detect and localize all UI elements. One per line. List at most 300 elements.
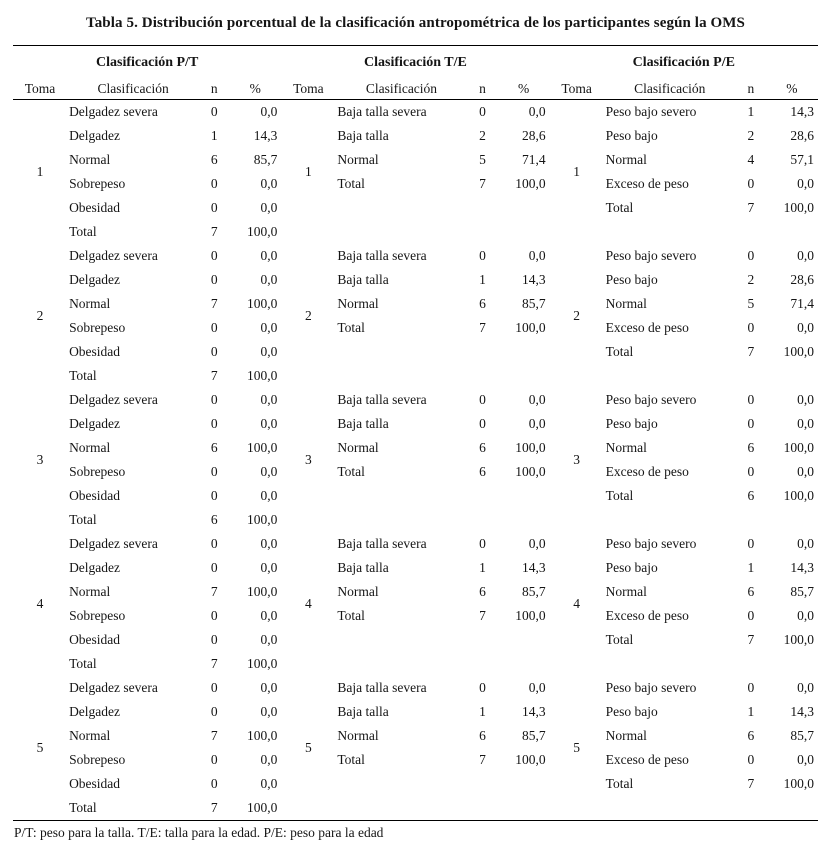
pt-n-cell: 7 (210, 368, 218, 383)
te-n-cell: 5 (479, 152, 486, 167)
pe-pct-cell: 100,0 (783, 440, 814, 455)
empty-cell (498, 364, 550, 388)
pe-label-cell: Normal (605, 584, 647, 599)
pe-label-cell: Exceso de peso (605, 464, 689, 479)
pe-label-cell: Peso bajo severo (605, 680, 697, 695)
table-row (13, 364, 818, 388)
empty-cell (736, 652, 766, 676)
empty-cell (468, 652, 498, 676)
te-n-cell: 0 (479, 248, 486, 263)
table-row (13, 532, 818, 556)
pt-label-cell: Delgadez severa (69, 248, 158, 263)
empty-cell (468, 508, 498, 532)
pe-pct-cell: 28,6 (790, 272, 814, 287)
pt-n-cell: 0 (210, 320, 218, 335)
pe-pct-cell: 100,0 (783, 632, 814, 647)
toma-number-te: 1 (304, 164, 312, 179)
te-n-cell: 0 (479, 680, 486, 695)
te-n-cell: 1 (479, 704, 486, 719)
table-row (13, 244, 818, 268)
te-label-cell: Total (337, 464, 365, 479)
pt-label-cell: Obesidad (69, 632, 121, 647)
te-pct-cell: 100,0 (515, 752, 546, 767)
pt-n-cell: 0 (210, 704, 218, 719)
table-row (13, 580, 818, 604)
pt-pct-cell: 0,0 (260, 320, 278, 335)
te-label-cell: Baja talla severa (337, 536, 427, 551)
table-row (13, 316, 818, 340)
table-row (13, 220, 818, 244)
te-n-cell: 6 (479, 440, 486, 455)
pe-pct-cell: 85,7 (790, 728, 814, 743)
pt-n-cell: 0 (210, 344, 218, 359)
te-pct-cell: 100,0 (515, 176, 546, 191)
pt-n-cell: 0 (210, 560, 218, 575)
table-row (13, 436, 818, 460)
pe-pct-cell: 100,0 (783, 488, 814, 503)
empty-cell (468, 364, 498, 388)
te-label-cell: Baja talla (337, 560, 389, 575)
pe-n-cell: 6 (747, 440, 755, 455)
pt-label-cell: Sobrepeso (69, 752, 126, 767)
pe-n-cell: 6 (747, 584, 755, 599)
te-pct-cell: 71,4 (521, 152, 546, 167)
pt-pct-cell: 0,0 (260, 776, 278, 791)
table-row (13, 676, 818, 700)
pe-pct-cell: 100,0 (783, 776, 814, 791)
pt-pct-cell: 100,0 (246, 440, 278, 455)
te-label-cell: Baja talla severa (337, 392, 427, 407)
pt-pct-cell: 0,0 (260, 752, 278, 767)
toma-number-pe: 1 (573, 164, 580, 179)
pe-n-cell: 0 (747, 536, 755, 551)
pe-label-cell: Exceso de peso (605, 320, 689, 335)
pt-pct-cell: 0,0 (260, 488, 278, 503)
empty-cell (335, 196, 467, 220)
col-header-clasificacion-pe: Clasificación (604, 79, 736, 100)
toma-number-pt: 2 (36, 308, 44, 323)
te-n-cell: 6 (479, 584, 486, 599)
te-label-cell: Baja talla severa (337, 104, 427, 119)
pt-label-cell: Total (69, 656, 97, 671)
col-header-toma-te: Toma (281, 79, 335, 100)
pe-label-cell: Peso bajo (605, 128, 658, 143)
toma-number-pe: 5 (573, 740, 580, 755)
te-label-cell: Baja talla (337, 704, 389, 719)
pe-n-cell: 1 (747, 104, 755, 119)
pe-pct-cell: 57,1 (790, 152, 814, 167)
pe-label-cell: Peso bajo (605, 416, 658, 431)
table-row (13, 268, 818, 292)
sub-header-row (13, 79, 818, 100)
pt-label-cell: Normal (69, 152, 111, 167)
pt-label-cell: Delgadez (69, 128, 121, 143)
empty-cell (498, 652, 550, 676)
col-header-pct-pt: % (229, 79, 281, 100)
te-n-cell: 6 (479, 728, 486, 743)
pt-pct-cell: 100,0 (246, 512, 278, 527)
te-n-cell: 6 (479, 464, 486, 479)
te-label-cell: Baja talla (337, 128, 389, 143)
te-n-cell: 6 (479, 296, 486, 311)
te-label-cell: Normal (337, 584, 379, 599)
pt-n-cell: 6 (210, 152, 218, 167)
col-header-toma-pt: Toma (13, 79, 67, 100)
pe-pct-cell: 0,0 (797, 176, 814, 191)
empty-cell (498, 508, 550, 532)
empty-cell (335, 652, 467, 676)
pe-n-cell: 1 (747, 560, 755, 575)
pe-label-cell: Total (605, 632, 634, 647)
pe-n-cell: 7 (747, 344, 755, 359)
pt-pct-cell: 0,0 (260, 176, 278, 191)
te-pct-cell: 85,7 (521, 584, 546, 599)
pe-n-cell: 6 (747, 728, 755, 743)
table-row (13, 340, 818, 364)
pe-label-cell: Peso bajo (605, 704, 658, 719)
te-pct-cell: 100,0 (515, 320, 546, 335)
pt-label-cell: Obesidad (69, 344, 121, 359)
te-label-cell: Normal (337, 728, 379, 743)
empty-cell (604, 364, 736, 388)
pt-label-cell: Total (69, 512, 97, 527)
toma-number-te: 4 (304, 596, 312, 611)
pt-label-cell: Normal (69, 728, 111, 743)
pt-pct-cell: 85,7 (253, 152, 278, 167)
pt-label-cell: Delgadez severa (69, 680, 158, 695)
te-pct-cell: 0,0 (528, 392, 546, 407)
table-row (13, 652, 818, 676)
toma-number-te: 2 (304, 308, 312, 323)
toma-number-te: 5 (304, 740, 312, 755)
empty-cell (766, 364, 818, 388)
empty-cell (736, 364, 766, 388)
pt-n-cell: 0 (210, 680, 218, 695)
group-header-row (13, 46, 818, 80)
empty-cell (736, 796, 766, 821)
pe-pct-cell: 0,0 (797, 320, 814, 335)
empty-cell (498, 484, 550, 508)
empty-cell (335, 484, 467, 508)
pt-label-cell: Normal (69, 440, 111, 455)
pe-pct-cell: 14,3 (790, 104, 814, 119)
te-pct-cell: 0,0 (528, 104, 546, 119)
empty-cell (736, 220, 766, 244)
te-pct-cell: 85,7 (521, 728, 546, 743)
pe-pct-cell: 0,0 (797, 752, 814, 767)
pt-label-cell: Delgadez (69, 272, 121, 287)
pt-label-cell: Delgadez (69, 704, 121, 719)
empty-cell (604, 508, 736, 532)
te-pct-cell: 0,0 (528, 680, 546, 695)
pe-pct-cell: 0,0 (797, 608, 814, 623)
pt-n-cell: 0 (210, 104, 218, 119)
pe-label-cell: Peso bajo (605, 272, 658, 287)
empty-cell (335, 364, 467, 388)
te-n-cell: 0 (479, 536, 486, 551)
pt-label-cell: Normal (69, 296, 111, 311)
empty-cell (766, 652, 818, 676)
table-row (13, 460, 818, 484)
pt-n-cell: 0 (210, 272, 218, 287)
pe-label-cell: Peso bajo severo (605, 104, 697, 119)
group-header-pt: Clasificación P/T (96, 54, 199, 70)
pe-n-cell: 7 (747, 776, 755, 791)
te-label-cell: Normal (337, 296, 379, 311)
empty-cell (468, 628, 498, 652)
pt-pct-cell: 0,0 (260, 104, 278, 119)
pe-n-cell: 0 (747, 416, 755, 431)
pt-pct-cell: 0,0 (260, 536, 278, 551)
pt-n-cell: 0 (210, 176, 218, 191)
pt-pct-cell: 0,0 (260, 392, 278, 407)
pt-n-cell: 6 (210, 512, 218, 527)
pe-pct-cell: 28,6 (790, 128, 814, 143)
te-label-cell: Total (337, 752, 365, 767)
pt-label-cell: Obesidad (69, 488, 121, 503)
pe-n-cell: 7 (747, 632, 755, 647)
empty-cell (335, 796, 467, 821)
table-row (13, 388, 818, 412)
te-label-cell: Total (337, 320, 365, 335)
pt-n-cell: 7 (210, 728, 218, 743)
table-header (13, 46, 818, 100)
te-n-cell: 2 (479, 128, 486, 143)
te-label-cell: Baja talla severa (337, 248, 427, 263)
pt-pct-cell: 0,0 (260, 464, 278, 479)
col-header-pct-te: % (498, 79, 550, 100)
table-row (13, 604, 818, 628)
pe-pct-cell: 100,0 (783, 200, 814, 215)
te-pct-cell: 100,0 (515, 464, 546, 479)
te-n-cell: 1 (479, 560, 486, 575)
table-row (13, 292, 818, 316)
pt-label-cell: Total (69, 800, 97, 815)
pe-n-cell: 0 (747, 680, 755, 695)
pt-label-cell: Sobrepeso (69, 320, 126, 335)
pt-pct-cell: 0,0 (260, 344, 278, 359)
pe-label-cell: Exceso de peso (605, 752, 689, 767)
pt-pct-cell: 0,0 (260, 248, 278, 263)
pe-label-cell: Normal (605, 152, 647, 167)
empty-cell (604, 652, 736, 676)
te-pct-cell: 100,0 (515, 440, 546, 455)
pe-n-cell: 4 (747, 152, 755, 167)
pt-n-cell: 7 (210, 800, 218, 815)
pt-n-cell: 0 (210, 632, 218, 647)
pe-n-cell: 0 (747, 608, 755, 623)
pe-pct-cell: 71,4 (790, 296, 814, 311)
pt-label-cell: Sobrepeso (69, 176, 126, 191)
te-n-cell: 7 (479, 320, 486, 335)
group-header-te: Clasificación T/E (364, 54, 467, 70)
empty-cell (335, 508, 467, 532)
table-row (13, 484, 818, 508)
te-label-cell: Normal (337, 440, 379, 455)
pt-pct-cell: 0,0 (260, 704, 278, 719)
pt-pct-cell: 0,0 (260, 560, 278, 575)
te-pct-cell: 0,0 (528, 536, 546, 551)
pt-pct-cell: 100,0 (246, 584, 278, 599)
te-label-cell: Baja talla (337, 272, 389, 287)
toma-number-pe: 3 (573, 452, 580, 467)
empty-cell (604, 220, 736, 244)
pt-pct-cell: 100,0 (246, 368, 278, 383)
pt-n-cell: 0 (210, 464, 218, 479)
pe-n-cell: 0 (747, 752, 755, 767)
pt-label-cell: Normal (69, 584, 111, 599)
te-n-cell: 1 (479, 272, 486, 287)
pt-label-cell: Delgadez (69, 560, 121, 575)
pe-pct-cell: 0,0 (797, 464, 814, 479)
pt-label-cell: Delgadez severa (69, 104, 158, 119)
pe-n-cell: 0 (747, 392, 755, 407)
group-header-pe: Clasificación P/E (632, 54, 735, 70)
te-pct-cell: 28,6 (521, 128, 546, 143)
pt-pct-cell: 100,0 (246, 296, 278, 311)
pt-n-cell: 0 (210, 752, 218, 767)
empty-cell (766, 220, 818, 244)
pe-label-cell: Total (605, 200, 634, 215)
pe-n-cell: 0 (747, 176, 755, 191)
empty-cell (498, 340, 550, 364)
pt-n-cell: 7 (210, 224, 218, 239)
empty-cell (498, 196, 550, 220)
table-row (13, 508, 818, 532)
te-label-cell: Normal (337, 152, 379, 167)
pe-label-cell: Peso bajo severo (605, 248, 697, 263)
pt-pct-cell: 0,0 (260, 632, 278, 647)
col-header-clasificacion-pt: Clasificación (67, 79, 199, 100)
empty-cell (468, 484, 498, 508)
empty-cell (468, 772, 498, 796)
pe-label-cell: Peso bajo (605, 560, 658, 575)
table-title: Tabla 5. Distribución porcentual de la clasificación antropométrica de los participantes según la OMS (85, 15, 745, 31)
pt-label-cell: Delgadez (69, 416, 121, 431)
pt-label-cell: Sobrepeso (69, 464, 126, 479)
table-row (13, 724, 818, 748)
pt-label-cell: Obesidad (69, 776, 121, 791)
empty-cell (766, 508, 818, 532)
empty-cell (498, 772, 550, 796)
empty-cell (335, 220, 467, 244)
te-pct-cell: 85,7 (521, 296, 546, 311)
table-row (13, 628, 818, 652)
table-row (13, 196, 818, 220)
pe-n-cell: 2 (747, 272, 755, 287)
pe-label-cell: Total (605, 488, 634, 503)
pt-pct-cell: 14,3 (253, 128, 278, 143)
pe-label-cell: Exceso de peso (605, 608, 689, 623)
te-n-cell: 0 (479, 416, 486, 431)
pt-pct-cell: 0,0 (260, 200, 278, 215)
pe-label-cell: Peso bajo severo (605, 392, 697, 407)
pt-n-cell: 7 (210, 296, 218, 311)
toma-number-pe: 2 (573, 308, 580, 323)
pt-n-cell: 0 (210, 392, 218, 407)
toma-number-pt: 4 (36, 596, 44, 611)
table-row (13, 124, 818, 148)
te-label-cell: Baja talla (337, 416, 389, 431)
pe-n-cell: 0 (747, 464, 755, 479)
pe-pct-cell: 0,0 (797, 392, 814, 407)
col-header-n-te: n (468, 79, 498, 100)
te-n-cell: 7 (479, 752, 486, 767)
col-header-clasificacion-te: Clasificación (335, 79, 467, 100)
table-row (13, 148, 818, 172)
pt-label-cell: Delgadez severa (69, 536, 158, 551)
te-pct-cell: 100,0 (515, 608, 546, 623)
pt-pct-cell: 100,0 (246, 800, 278, 815)
empty-cell (498, 220, 550, 244)
toma-number-pe: 4 (573, 596, 580, 611)
table-row (13, 796, 818, 821)
te-n-cell: 0 (479, 392, 486, 407)
te-n-cell: 7 (479, 608, 486, 623)
table-row (13, 172, 818, 196)
pe-label-cell: Exceso de peso (605, 176, 689, 191)
pe-pct-cell: 0,0 (797, 536, 814, 551)
table-row (13, 700, 818, 724)
te-pct-cell: 14,3 (521, 272, 546, 287)
table-row (13, 556, 818, 580)
pe-pct-cell: 14,3 (790, 560, 814, 575)
te-label-cell: Total (337, 608, 365, 623)
te-pct-cell: 0,0 (528, 416, 546, 431)
pt-pct-cell: 100,0 (246, 728, 278, 743)
te-n-cell: 7 (479, 176, 486, 191)
pt-pct-cell: 0,0 (260, 608, 278, 623)
pe-label-cell: Total (605, 344, 634, 359)
pt-n-cell: 0 (210, 488, 218, 503)
empty-cell (468, 796, 498, 821)
pe-pct-cell: 0,0 (797, 416, 814, 431)
pt-pct-cell: 0,0 (260, 416, 278, 431)
empty-cell (604, 796, 736, 821)
pt-n-cell: 1 (210, 128, 218, 143)
pt-n-cell: 0 (210, 248, 218, 263)
pt-pct-cell: 0,0 (260, 680, 278, 695)
empty-cell (335, 628, 467, 652)
col-header-pct-pe: % (766, 79, 818, 100)
table-row (13, 412, 818, 436)
empty-cell (498, 796, 550, 821)
empty-cell (335, 340, 467, 364)
pe-n-cell: 2 (747, 128, 755, 143)
pt-n-cell: 0 (210, 200, 218, 215)
pe-n-cell: 0 (747, 248, 755, 263)
te-label-cell: Total (337, 176, 365, 191)
table-body (13, 100, 818, 821)
empty-cell (468, 340, 498, 364)
pt-label-cell: Sobrepeso (69, 608, 126, 623)
toma-number-pt: 3 (36, 452, 44, 467)
pt-n-cell: 7 (210, 584, 218, 599)
te-pct-cell: 0,0 (528, 248, 546, 263)
pt-n-cell: 0 (210, 416, 218, 431)
pt-n-cell: 7 (210, 656, 218, 671)
table-row (13, 748, 818, 772)
pe-n-cell: 1 (747, 704, 755, 719)
te-pct-cell: 14,3 (521, 560, 546, 575)
pe-n-cell: 5 (747, 296, 755, 311)
empty-cell (468, 220, 498, 244)
pt-n-cell: 0 (210, 776, 218, 791)
pe-n-cell: 6 (747, 488, 755, 503)
pe-pct-cell: 100,0 (783, 344, 814, 359)
te-pct-cell: 14,3 (521, 704, 546, 719)
empty-cell (335, 772, 467, 796)
